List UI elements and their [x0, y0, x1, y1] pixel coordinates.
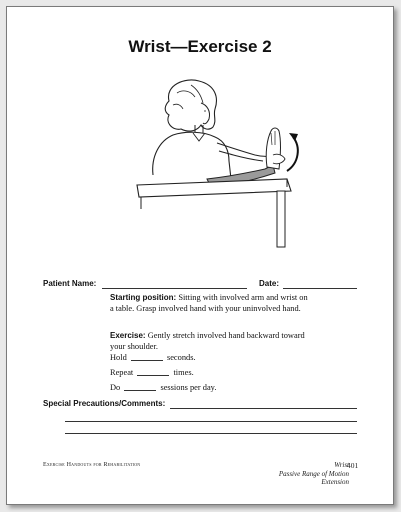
- starting-position-block: [110, 293, 310, 314]
- page-title: Wrist—Exercise 2: [128, 37, 272, 56]
- hold-seconds-field[interactable]: [131, 352, 163, 361]
- starting-position-text: Sitting with involved arm and wrist on a table. Grasp involved hand with your uninvolved hand.: [110, 293, 308, 313]
- footer-book-title: Exercise Handouts for Rehabilitation: [43, 462, 141, 468]
- repeat-suffix: times.: [173, 368, 194, 377]
- do-prefix: Do: [110, 383, 121, 392]
- footer-section-line2: Passive Range of Motion: [278, 469, 349, 478]
- comments-line[interactable]: [65, 421, 357, 422]
- footer-section-line1: Wrist: [334, 461, 349, 469]
- repeat-times-field[interactable]: [137, 367, 169, 376]
- do-suffix: sessions per day.: [160, 383, 217, 392]
- footer-section: [239, 461, 349, 487]
- special-precautions-label: Special Precautions/Comments:: [43, 399, 166, 408]
- patient-name-label: Patient Name:: [43, 279, 97, 288]
- page-number: 401: [347, 461, 359, 470]
- repeat-row: [110, 368, 194, 377]
- comments-line[interactable]: [65, 433, 357, 434]
- date-label: Date:: [259, 279, 280, 288]
- exercise-block: [110, 331, 310, 352]
- hold-row: [110, 353, 196, 362]
- hold-suffix: seconds.: [166, 353, 196, 362]
- patient-name-field[interactable]: [102, 288, 247, 289]
- woman-seated-stretching-wrist-icon: [107, 75, 307, 255]
- exercise-text: Gently stretch involved hand backward toward your shoulder.: [110, 331, 305, 351]
- handout-page: [6, 6, 394, 505]
- footer-section-line3: Extension: [321, 478, 349, 486]
- do-row: [110, 383, 216, 392]
- comments-line[interactable]: [170, 408, 357, 409]
- date-field[interactable]: [283, 288, 357, 289]
- hold-prefix: Hold: [110, 353, 127, 362]
- repeat-prefix: Repeat: [110, 368, 134, 377]
- sessions-per-day-field[interactable]: [124, 382, 156, 391]
- exercise-label: Exercise:: [110, 331, 146, 340]
- starting-position-label: Starting position:: [110, 293, 177, 302]
